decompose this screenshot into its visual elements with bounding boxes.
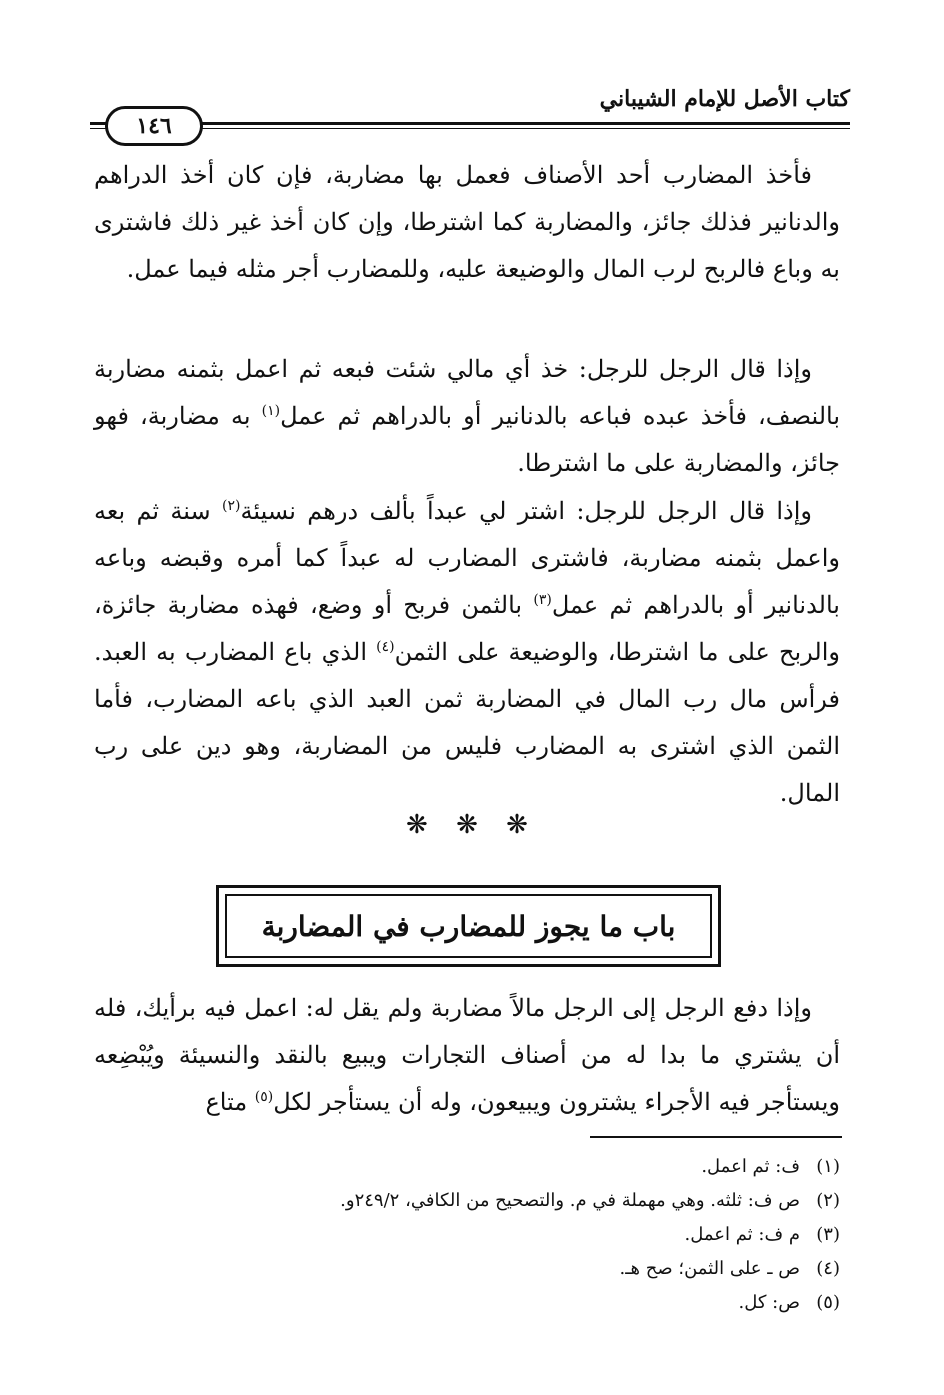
paragraph-2-part-b: به مضاربة، فهو جائز، والمضاربة على ما اشترطا. xyxy=(94,402,840,477)
paragraph-3-part-c: بالثمن فربح أو وضع، فهذه مضاربة جائزة، والربح على ما اشترطا، والوضيعة على الثمن xyxy=(94,591,840,666)
footnote-ref-5: (٥) xyxy=(254,1089,274,1105)
paragraph-3-part-d: الذي باع المضارب به العبد. فرأس مال رب المال في المضاربة ثمن العبد الذي باعه المضارب، فأما الثمن الذي اشترى به المضارب فليس من المضاربة، وهو دين على رب المال. xyxy=(94,638,840,807)
paragraph-4-part-a: وإذا دفع الرجل إلى الرجل مالاً مضاربة ولم يقل له: اعمل فيه برأيك، فله أن يشتري ما بدا له من أصناف التجارات ويبيع بالنقد والنسيئة ويُبْضِعه ويستأجر فيه الأجراء يشترون ويبيعون، وله أن يستأجر لكل xyxy=(94,994,840,1116)
paragraph-2-text xyxy=(94,346,840,487)
footnote-text: م ف: ثم اعمل. xyxy=(684,1224,800,1245)
footnote-2 xyxy=(94,1184,840,1218)
footnote-text: ص: كل. xyxy=(738,1292,800,1313)
footnote-number: (٢) xyxy=(816,1190,840,1211)
paragraph-3-part-b: سنة ثم بعه واعمل بثمنه مضاربة، فاشترى المضارب له عبداً كما أمره وقبضه وباعه بالدنانير أو بالدراهم ثم عمل xyxy=(94,497,840,619)
paragraph-3-part-a: وإذا قال الرجل للرجل: اشتر لي عبداً بألف درهم نسيئة xyxy=(240,497,813,525)
paragraph-2-part-a: وإذا قال الرجل للرجل: خذ أي مالي شئت فبعه ثم اعمل بثمنه مضاربة بالنصف، فأخذ عبده فباعه بالدنانير أو بالدراهم ثم عمل xyxy=(94,355,841,430)
paragraph-1 xyxy=(94,152,840,307)
footnote-ref-2: (٢) xyxy=(222,498,241,514)
footnote-text: ص ـ على الثمن؛ صح هـ. xyxy=(619,1258,800,1279)
footnote-4 xyxy=(94,1252,840,1286)
page-header xyxy=(90,80,850,139)
footnote-number: (٥) xyxy=(816,1292,840,1313)
paragraph-3-text xyxy=(94,488,840,817)
footnote-number: (٤) xyxy=(816,1258,840,1279)
footnote-3 xyxy=(94,1218,840,1252)
paragraph-1-text: فأخذ المضارب أحد الأصناف فعمل بها مضاربة، فإن كان أخذ الدراهم والدنانير فذلك جائز، والمضاربة كما اشترطا، وإن كان أخذ غير ذلك فاشترى به وباع فالربح لرب المال والوضيعة عليه، وللمضارب أجر مثله فيما عمل. xyxy=(94,161,840,283)
chapter-heading: باب ما يجوز للمضارب في المضاربة xyxy=(225,894,712,958)
footnote-5 xyxy=(94,1286,840,1320)
paragraph-3 xyxy=(94,488,840,831)
chapter-heading-frame xyxy=(216,885,721,967)
page-number: ١٤٦ xyxy=(105,106,203,146)
footnote-1 xyxy=(94,1150,840,1184)
footnotes xyxy=(94,1150,840,1320)
footnote-text: ف: ثم اعمل. xyxy=(701,1156,800,1177)
paragraph-4 xyxy=(94,985,840,1140)
footnote-number: (١) xyxy=(816,1156,840,1177)
paragraph-4-text xyxy=(94,985,840,1126)
footnote-text: ص ف: ثلثه. وهي مهملة في م. والتصحيح من الكافي، ٢٤٩/٢و. xyxy=(340,1190,800,1211)
section-separator: ❋ ❋ ❋ xyxy=(406,810,538,840)
footnote-ref-4: (٤) xyxy=(376,639,395,655)
book-title: كتاب الأصل للإمام الشيباني xyxy=(599,86,850,112)
footnote-ref-1: (١) xyxy=(261,403,281,419)
footnote-ref-3: (٣) xyxy=(533,592,552,608)
header-rule-thin xyxy=(90,128,850,129)
footnote-number: (٣) xyxy=(816,1224,840,1245)
paragraph-4-part-b: متاع xyxy=(205,1088,255,1116)
paragraph-2 xyxy=(94,346,840,501)
footnote-rule xyxy=(590,1136,842,1138)
header-rule xyxy=(90,122,850,125)
